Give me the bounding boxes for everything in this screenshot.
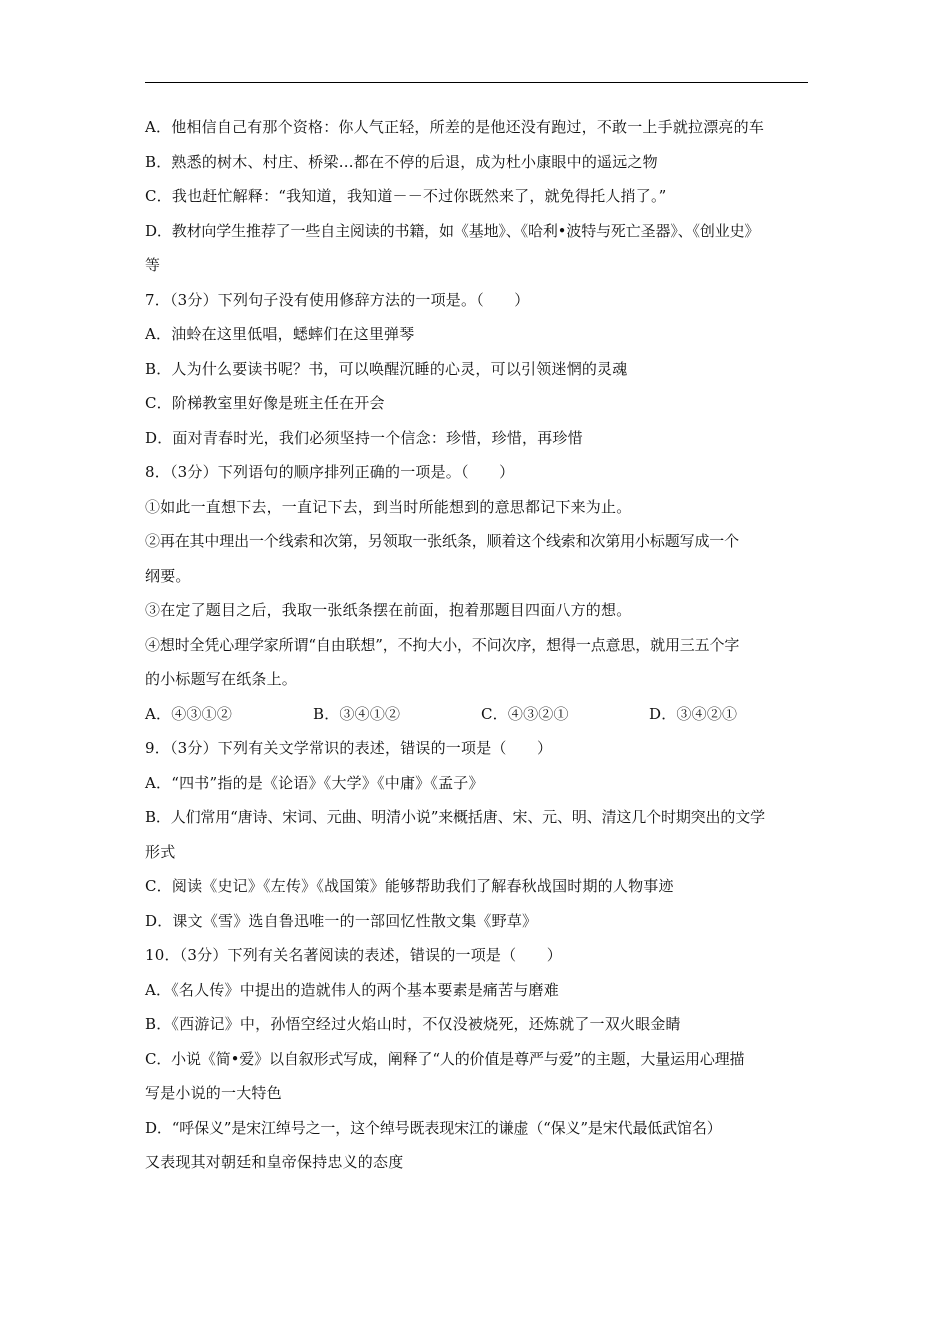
q8-sentence-2: ②再在其中理出一个线索和次第，另领取一张纸条，顺着这个线索和次第用小标题写成一个: [145, 532, 740, 550]
q8-option-b: B．③④①②: [313, 704, 401, 723]
q7-option-b: B．人为什么要读书呢？书，可以唤醒沉睡的心灵，可以引领迷惘的灵魂: [145, 359, 628, 378]
q6-option-c: C．我也赶忙解释：“我知道，我知道－－不过你既然来了，就免得托人捎了。”: [145, 187, 667, 205]
q10-option-c: C．小说《简•爱》以自叙形式写成，阐释了“人的价值是尊严与爱”的主题，大量运用心理描: [145, 1049, 745, 1068]
q6-option-b: B．熟悉的树木、村庄、桥梁…都在不停的后退，成为杜小康眼中的遥远之物: [145, 152, 658, 171]
q10-stem: 10．（3分）下列有关名著阅读的表述，错误的一项是（ ）: [145, 946, 562, 964]
q7-option-a: A．油蛉在这里低唱，蟋蟀们在这里弹琴: [145, 325, 415, 343]
q8-stem: 8．（3分）下列语句的顺序排列正确的一项是。（ ）: [145, 463, 515, 481]
q7-option-c: C．阶梯教室里好像是班主任在开会: [145, 394, 385, 412]
q8-sentence-4-cont: 的小标题写在纸条上。: [145, 670, 298, 688]
q8-option-c: C．④③②①: [481, 704, 569, 723]
q9-option-c: C．阅读《史记》《左传》《战国策》能够帮助我们了解春秋战国时期的人物事迹: [145, 877, 674, 895]
q8-sentence-3: ③在定了题目之后，我取一张纸条摆在前面，抱着那题目四面八方的想。: [145, 601, 632, 619]
header-rule: [145, 82, 808, 83]
q10-option-d: D．“呼保义”是宋江绰号之一，这个绰号既表现宋江的谦虚（“保义”是宋代最低武馆名）: [145, 1118, 722, 1137]
q8-sentence-4: ④想时全凭心理学家所谓“自由联想”，不拘大小，不问次序，想得一点意思，就用三五个字: [145, 635, 740, 654]
q8-option-d: D．③④②①: [649, 704, 738, 723]
question-content: [145, 110, 815, 1180]
q7-option-d: D．面对青春时光，我们必须坚持一个信念：珍惜，珍惜，再珍惜: [145, 428, 583, 447]
q10-option-d-cont: 又表现其对朝廷和皇帝保持忠义的态度: [145, 1153, 404, 1171]
q9-option-a: A．“四书”指的是《论语》《大学》《中庸》《孟子》: [145, 773, 484, 792]
q8-option-a: A．④③①②: [145, 704, 233, 723]
q7-stem: 7．（3分）下列句子没有使用修辞方法的一项是。（ ）: [145, 290, 530, 309]
q10-option-a: A．《名人传》中提出的造就伟人的两个基本要素是痛苦与磨难: [145, 980, 559, 999]
q9-option-d: D．课文《雪》选自鲁迅唯一的一部回忆性散文集《野草》: [145, 911, 538, 930]
q6-option-a: A．他相信自己有那个资格：你人气正轻，所差的是他还没有跑过，不敢一上手就拉漂亮的车: [145, 118, 765, 136]
q8-sentence-1: ①如此一直想下去，一直记下去，到当时所能想到的意思都记下来为止。: [145, 497, 632, 516]
q9-option-b: B．人们常用“唐诗、宋词、元曲、明清小说”来概括唐、宋、元、明、清这几个时期突出的文学: [145, 808, 765, 826]
q9-option-b-cont: 形式: [145, 842, 176, 861]
q10-option-b: B．《西游记》中，孙悟空经过火焰山时，不仅没被烧死，还炼就了一双火眼金睛: [145, 1015, 681, 1033]
q9-stem: 9．（3分）下列有关文学常识的表述，错误的一项是（ ）: [145, 739, 553, 757]
q6-option-d: D．教材向学生推荐了一些自主阅读的书籍，如《基地》、《哈利•波特与死亡圣器》、《创业史》: [145, 221, 760, 240]
q8-sentence-2-cont: 纲要。: [145, 566, 191, 585]
q6-option-d-cont: 等: [145, 256, 161, 274]
q10-option-c-cont: 写是小说的一大特色: [145, 1084, 282, 1102]
q8-options: [145, 697, 815, 732]
